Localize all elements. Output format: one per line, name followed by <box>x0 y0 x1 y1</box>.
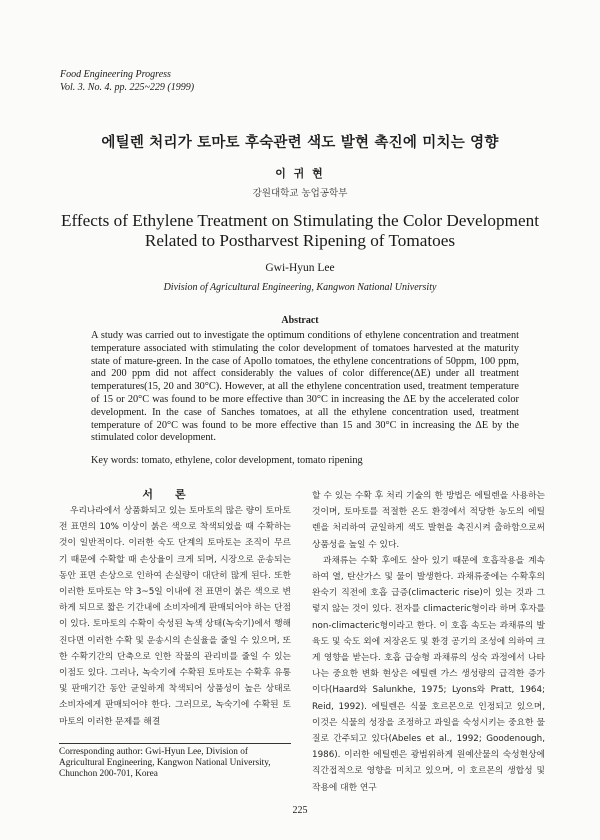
section-heading-introduction: 서론 <box>142 488 208 501</box>
keywords: Key words: tomato, ethylene, color development, tomato ripening <box>91 455 363 466</box>
journal-header <box>60 68 194 94</box>
footnote-divider <box>59 743 291 744</box>
english-affiliation: Division of Agricultural Engineering, Kangwon National University <box>163 282 437 293</box>
korean-affiliation: 강원대학교 농업공학부 <box>252 188 348 199</box>
english-title <box>40 211 560 251</box>
english-title-line-1: Effects of Ethylene Treatment on Stimulating the Color Development <box>61 211 539 230</box>
journal-name: Food Engineering Progress <box>60 69 171 80</box>
page-number: 225 <box>292 805 308 816</box>
body-column-right <box>312 488 545 796</box>
body-paragraph: 과채류는 수확 후에도 살아 있기 때문에 호흡작용을 계속하여 열, 탄산가스 및 물이 발생한다. 과채류중에는 수확후의 완숙기 직전에 호흡 급증(climacteric rise)이 있는 것과 그렇지 않는 것이 있다. 전자를 climacteric형이라 하며 후자를 non-climacteric형이라고 한다. 이 호흡 속도는 과채류의 발육도 및 숙도 외에 저장온도 및 환경 공기의 조성에 의하여 크게 영향을 받는다. 호흡 급승형 과채류의 성숙 과정에서 나타나는 중요한 변화 현상은 에틸렌 가스 생성량의 급격한 증가이다(Haard와 Salunkhe, 1975; Lyons와 Pratt, 1964; Reid, 1992). 에틸렌은 식물 호르몬으로 인정되고 있으며, 이것은 식물의 성장을 조정하고 과일을 숙성시키는 중요한 물질로 간주되고 있다(Abeles et al., 1992; Goodenough, 1986). 이러한 에틸렌은 광범위하게 원예산물의 숙성현상에 직간접적으로 영향을 미치고 있으며, 이 호르몬의 생합성 및 작용에 대한 연구 <box>312 555 545 793</box>
korean-title: 에틸렌 처리가 토마토 후숙관련 색도 발현 촉진에 미치는 영향 <box>101 135 499 151</box>
corresponding-author-footnote: Corresponding author: Gwi-Hyun Lee, Division of Agricultural Engineering, Kangwon National University, Chunchon 200-701, Korea <box>59 747 271 780</box>
abstract-heading: Abstract <box>281 315 319 326</box>
body-paragraph: 할 수 있는 수확 후 처리 기술의 한 방법은 에틸렌을 사용하는 것이며, 토마토를 적절한 온도 환경에서 적당한 농도의 에틸렌을 처리하여 균일하게 색도 발현을 촉진시켜 출하함으로써 상품성을 높일 수 있다. <box>312 491 545 550</box>
body-paragraph: 우리나라에서 상품화되고 있는 토마토의 많은 량이 토마토 전 표면의 10% 이상이 붉은 색으로 착색되었을 때 수확하는 것이 일반적이다. 이러한 숙도 단계의 토마토는 조직이 무르기 때문에 수확할 때 손상율이 크게 되며, 시장으로 운송되는 동안 표면 손상으로 인하여 손실량이 대단히 많게 된다. 또한 이러한 토마토는 약 3~5일 이내에 전 표면이 붉은 색으로 변하게 되므로 짧은 기간내에 소비자에게 판매되어야 하는 단점이 있다. 토마토의 수확이 숙성된 녹색 상태(녹숙기)에서 행해진다면 이러한 수확 및 운송시의 손실율을 줄일 수 있으며, 또한 수확기간의 단축으로 인한 작물의 관리비를 줄일 수 있는 이점도 있다. 그러나, 녹숙기에 수확된 토마토는 수확후 유통 및 판매기간 동안 균일하게 착색되어 상품성이 높은 상태로 소비자에게 판매되어야 한다. 그러므로, 녹숙기에 수확된 토마토의 이러한 문제를 해결 <box>59 506 291 727</box>
body-column-left <box>59 503 291 730</box>
journal-citation: Vol. 3. No. 4. pp. 225~229 (1999) <box>60 82 195 93</box>
korean-author: 이 귀 현 <box>275 167 325 180</box>
english-author: Gwi-Hyun Lee <box>265 262 335 274</box>
abstract-text: A study was carried out to investigate the optimum conditions of ethylene concentration and treatment temperature associated with stimulating the color development of tomatoes harvested at the maturity state of mature-green. In the case of Apollo tomatoes, the ethylene concentrations of 50ppm, 100 ppm, and 200 ppm did not affect considerably the values of color difference(ΔE) under all treatment temperatures(15, 20 and 30°C). However, at all the ethylene concentration used, treatment temperature of 15 or 20°C was found to be more effective than 30°C in increasing the ΔE by the accelerated color development. In the case of Sanches tomatoes, at all the ethylene concentration used, treatment temperature of 20°C was found to be more effective than 15 and 30°C in increasing the ΔE by the stimulated color development. <box>91 330 519 444</box>
english-title-line-2: Related to Postharvest Ripening of Tomatoes <box>144 231 456 250</box>
